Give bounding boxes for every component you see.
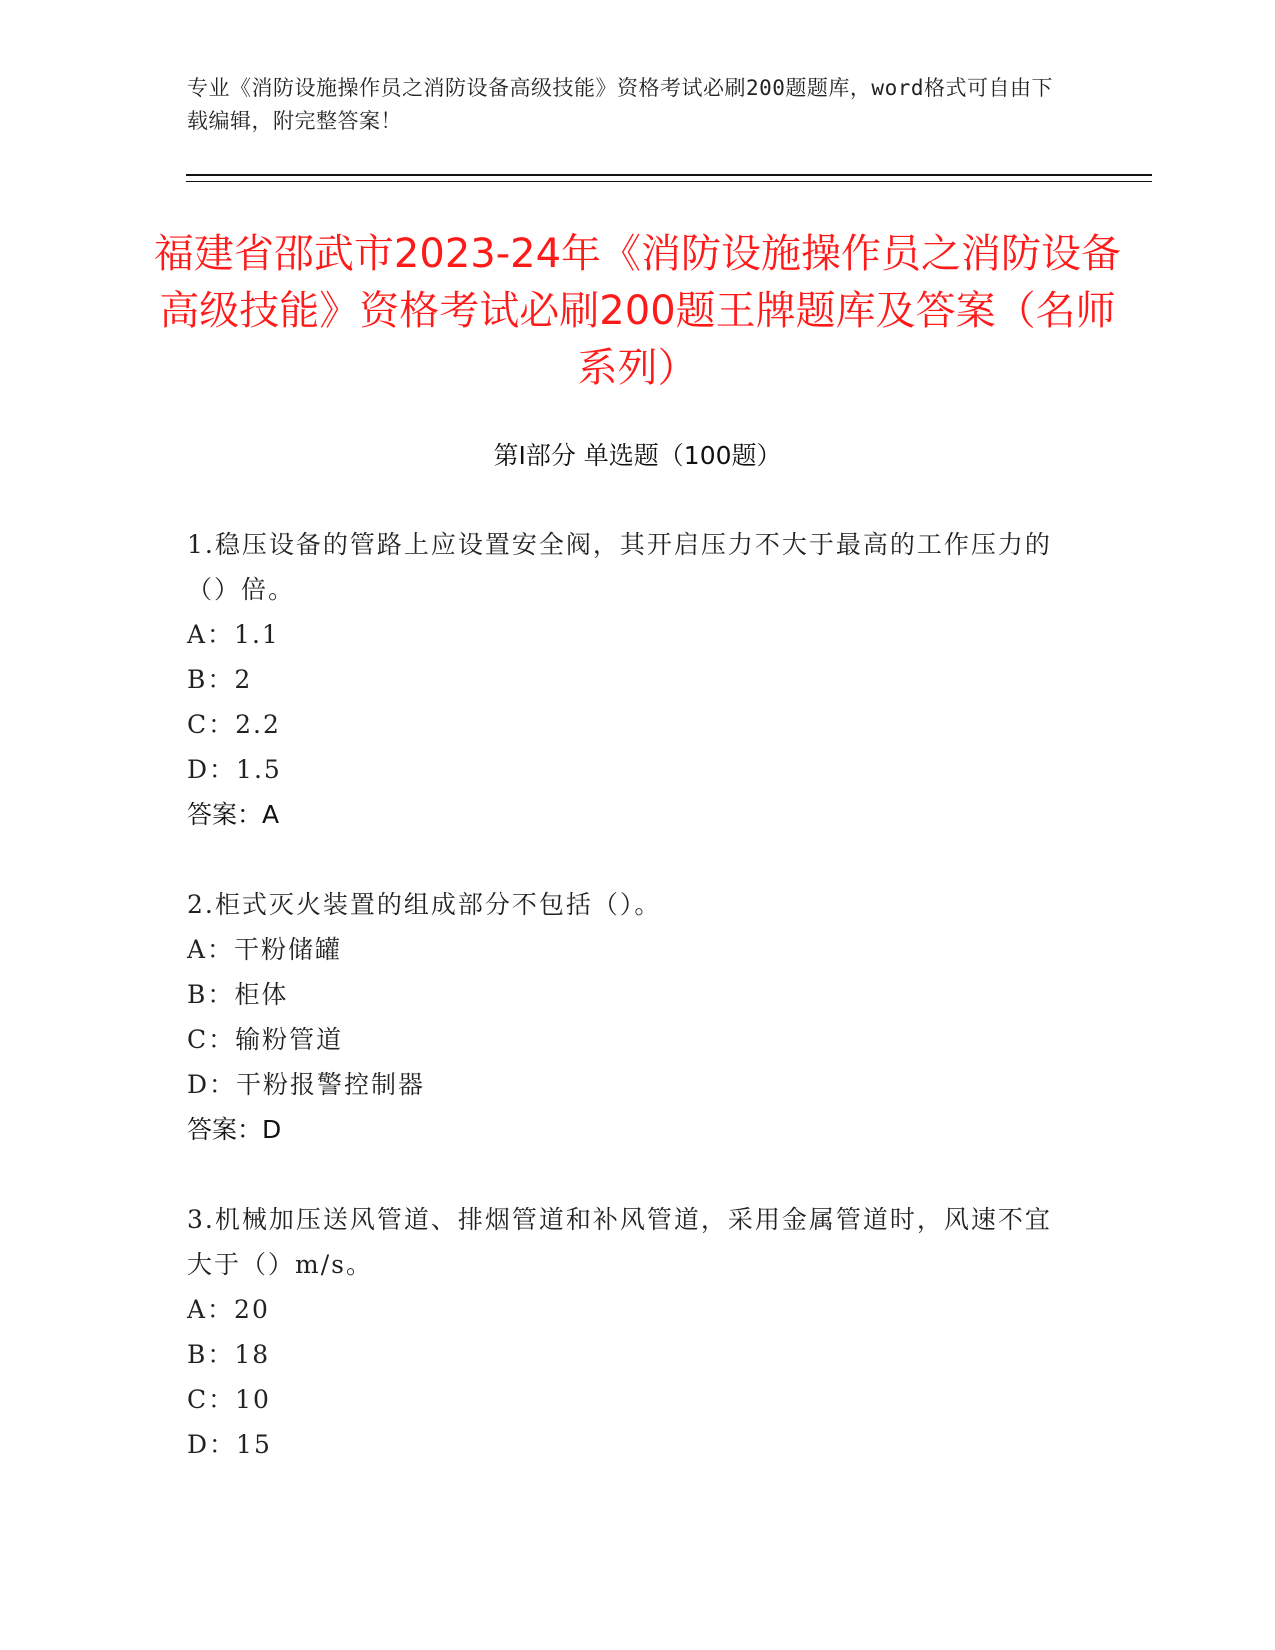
question-stem: 3.机械加压送风管道、排烟管道和补风管道，采用金属管道时，风速不宜大于（）m/s。 xyxy=(187,1205,1052,1279)
question-stem: 2.柜式灭火装置的组成部分不包括（）。 xyxy=(187,890,662,919)
option-c: C：10 xyxy=(187,1385,271,1414)
option-a: A：20 xyxy=(187,1295,270,1324)
question-2 xyxy=(187,882,1067,1152)
option-c: C：输粉管道 xyxy=(187,1025,344,1054)
answer: 答案：D xyxy=(187,1115,282,1144)
answer: 答案：A xyxy=(187,800,280,829)
question-3 xyxy=(187,1197,1067,1467)
header-divider-thin xyxy=(186,181,1152,182)
header-note: 专业《消防设施操作员之消防设备高级技能》资格考试必刷200题题库，word格式可自由下载编辑，附完整答案！ xyxy=(187,76,1053,133)
option-d: D：15 xyxy=(187,1430,272,1459)
question-stem: 1.稳压设备的管路上应设置安全阀，其开启压力不大于最高的工作压力的（）倍。 xyxy=(187,530,1052,604)
option-d: D：1.5 xyxy=(187,755,282,784)
option-d: D：干粉报警控制器 xyxy=(187,1070,426,1099)
option-b: B：柜体 xyxy=(187,980,289,1009)
option-c: C：2.2 xyxy=(187,710,281,739)
option-b: B：2 xyxy=(187,665,253,694)
header-divider xyxy=(186,174,1152,176)
document-title: 福建省邵武市2023-24年《消防设施操作员之消防设备高级技能》资格考试必刷200题王牌题库及答案（名师系列） xyxy=(153,231,1122,391)
option-b: B：18 xyxy=(187,1340,271,1369)
section-title: 第Ⅰ部分 单选题（100题） xyxy=(493,441,782,470)
option-a: A：干粉储罐 xyxy=(187,935,343,964)
question-1 xyxy=(187,522,1067,837)
option-a: A：1.1 xyxy=(187,620,280,649)
